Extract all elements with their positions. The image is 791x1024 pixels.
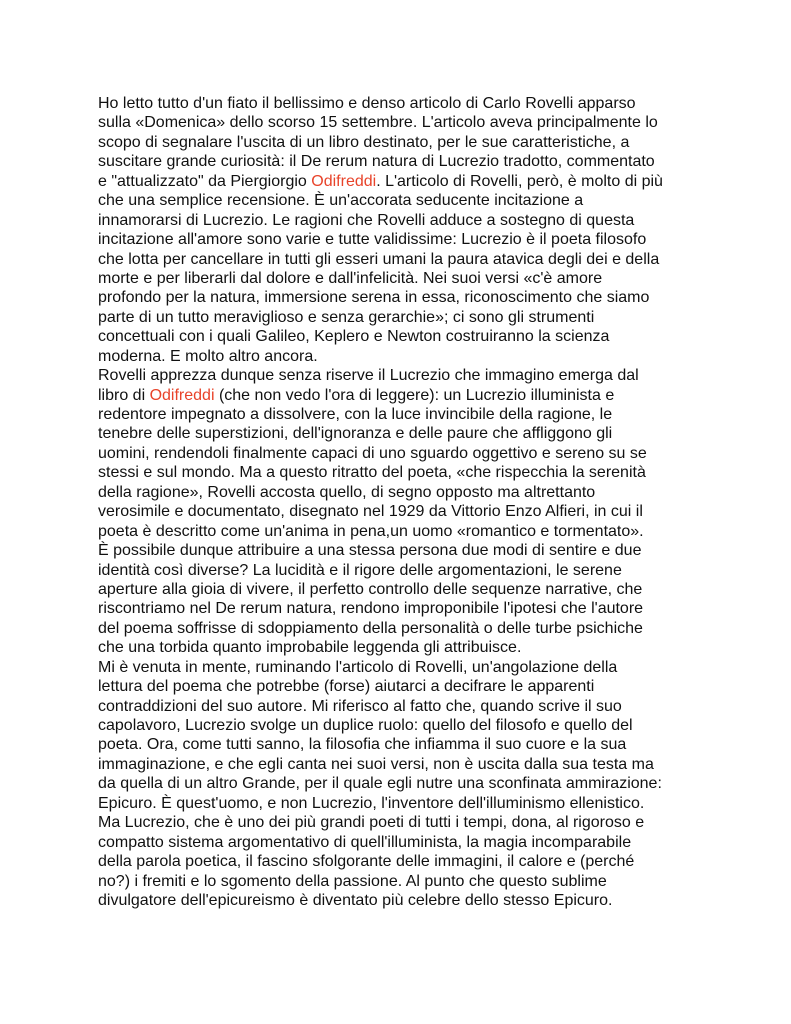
text-segment: che una torbida quanto improbabile leggenda gli attribuisce. [98,639,522,657]
text-line [98,735,713,754]
text-segment: poeta. Ora, come tutti sanno, la filosofia che infiamma il suo cuore e la sua [98,736,627,754]
text-segment: scopo di segnalare l'uscita di un libro destinato, per le sue caratteristiche, a [98,133,630,151]
text-line [98,172,713,191]
text-segment: aperture alla gioia di vivere, il perfetto controllo delle sequenze narrative, che [98,580,643,598]
text-segment: concettuali con i quali Galileo, Keplero e Newton costruiranno la scienza [98,328,610,346]
text-segment: tenebre delle superstizioni, dell'ignoranza e delle paure che affliggono gli [98,425,613,443]
text-line [98,133,713,152]
text-line [98,113,713,132]
text-line [98,891,713,910]
text-segment: . L'articolo di Rovelli, però, è molto di più [376,172,663,190]
text-segment: profondo per la natura, immersione serena in essa, riconoscimento che siamo [98,289,650,307]
text-line [98,250,713,269]
text-segment: uomini, rendendoli finalmente capaci di uno sguardo oggettivo e sereno su se [98,444,647,462]
text-line [98,405,713,424]
text-segment: moderna. E molto altro ancora. [98,347,318,365]
text-line [98,230,713,249]
text-line [98,386,713,405]
text-segment: (che non vedo l'ora di leggere): un Lucrezio illuminista e [214,386,615,404]
text-line [98,852,713,871]
text-segment: Epicuro. È quest'uomo, e non Lucrezio, l'inventore dell'illuminismo ellenistico. [98,794,645,812]
text-segment: contraddizioni del suo autore. Mi riferisco al fatto che, quando scrive il suo [98,697,622,715]
text-line [98,658,713,677]
text-segment: suscitare grande curiosità: il De rerum natura di Lucrezio tradotto, commentato [98,153,655,171]
text-line [98,483,713,502]
author-link[interactable]: Odifreddi [149,386,215,404]
text-segment: riscontriamo nel De rerum natura, rendono improponibile l'ipotesi che l'autore [98,600,644,618]
text-line [98,308,713,327]
text-line [98,191,713,210]
text-segment: Ho letto tutto d'un fiato il bellissimo e denso articolo di Carlo Rovelli apparso [98,95,636,112]
text-line [98,211,713,230]
text-line [98,288,713,307]
text-segment: immaginazione, e che egli canta nei suoi versi, non è uscita dalla sua testa ma [98,755,654,773]
text-line [98,444,713,463]
text-line [98,522,713,541]
text-line [98,366,713,385]
text-segment: incitazione all'amore sono varie e tutte validissime: Lucrezio è il poeta filosofo [98,231,647,249]
text-segment: Mi è venuta in mente, ruminando l'articolo di Rovelli, un'angolazione della [98,658,618,676]
text-segment: divulgatore dell'epicureismo è diventato più celebre dello stesso Epicuro. [98,891,613,909]
text-line [98,152,713,171]
text-segment: sulla «Domenica» dello scorso 15 settembre. L'articolo aveva principalmente lo [98,114,658,132]
text-segment: identità così diverse? La lucidità e il rigore delle argomentazioni, le serene [98,561,622,579]
text-segment: morte e per liberarli dal dolore e dall'infelicità. Nei suoi versi «c'è amore [98,269,603,287]
text-line [98,755,713,774]
text-segment: Ma Lucrezio, che è uno dei più grandi poeti di tutti i tempi, dona, al rigoroso e [98,814,645,832]
text-segment: del poema soffrisse di sdoppiamento della personalità o delle turbe psichiche [98,619,643,637]
text-line [98,619,713,638]
text-segment: compatto sistema argomentativo di quell'illuminista, la magia incomparabile [98,833,632,851]
text-segment: È possibile dunque attribuire a una stessa persona due modi di sentire e due [98,542,642,560]
author-link[interactable]: Odifreddi [311,172,377,190]
text-line [98,813,713,832]
text-segment: stessi e sul mondo. Ma a questo ritratto del poeta, «che rispecchia la serenità [98,464,646,482]
text-segment: no?) i fremiti e lo sgomento della passione. Al punto che questo sublime [98,872,607,890]
text-line [98,716,713,735]
text-segment: della ragione», Rovelli accosta quello, di segno opposto ma altrettanto [98,483,596,501]
text-segment: parte di un tutto meraviglioso e senza gerarchie»; ci sono gli strumenti [98,308,595,326]
text-line [98,774,713,793]
text-line [98,794,713,813]
text-line [98,638,713,657]
text-line [98,833,713,852]
text-segment: da quella di un altro Grande, per il quale egli nutre una sconfinata ammirazione: [98,775,662,793]
text-line [98,327,713,346]
document-body [98,94,713,910]
text-line [98,697,713,716]
text-line [98,269,713,288]
text-line [98,424,713,443]
text-line [98,94,713,113]
text-segment: verosimile e documentato, disegnato nel 1929 da Vittorio Enzo Alfieri, in cui il [98,503,643,521]
text-segment: che una semplice recensione. È un'accorata seducente incitazione a [98,192,584,210]
text-segment: che lotta per cancellare in tutti gli esseri umani la paura atavica degli dei e della [98,250,660,268]
text-line [98,580,713,599]
text-line [98,677,713,696]
text-segment: innamorarsi di Lucrezio. Le ragioni che Rovelli adduce a sostegno di questa [98,211,635,229]
text-line [98,347,713,366]
text-line [98,561,713,580]
text-segment: poeta è descritto come un'anima in pena,un uomo «romantico e tormentato». [98,522,644,540]
text-segment: della parola poetica, il fascino sfolgorante delle immagini, il calore e (perché [98,853,635,871]
text-segment: redentore impegnato a dissolvere, con la luce invincibile della ragione, le [98,406,613,423]
text-line [98,599,713,618]
text-segment: lettura del poema che potrebbe (forse) aiutarci a decifrare le apparenti [98,678,595,696]
text-segment: e "attualizzato" da Piergiorgio [98,172,312,190]
text-line [98,541,713,560]
text-segment: capolavoro, Lucrezio svolge un duplice ruolo: quello del filosofo e quello del [98,717,633,734]
text-segment: Rovelli apprezza dunque senza riserve il Lucrezio che immagino emerga dal [98,367,639,385]
text-line [98,463,713,482]
text-line [98,872,713,891]
text-line [98,502,713,521]
text-segment: libro di [98,386,150,404]
